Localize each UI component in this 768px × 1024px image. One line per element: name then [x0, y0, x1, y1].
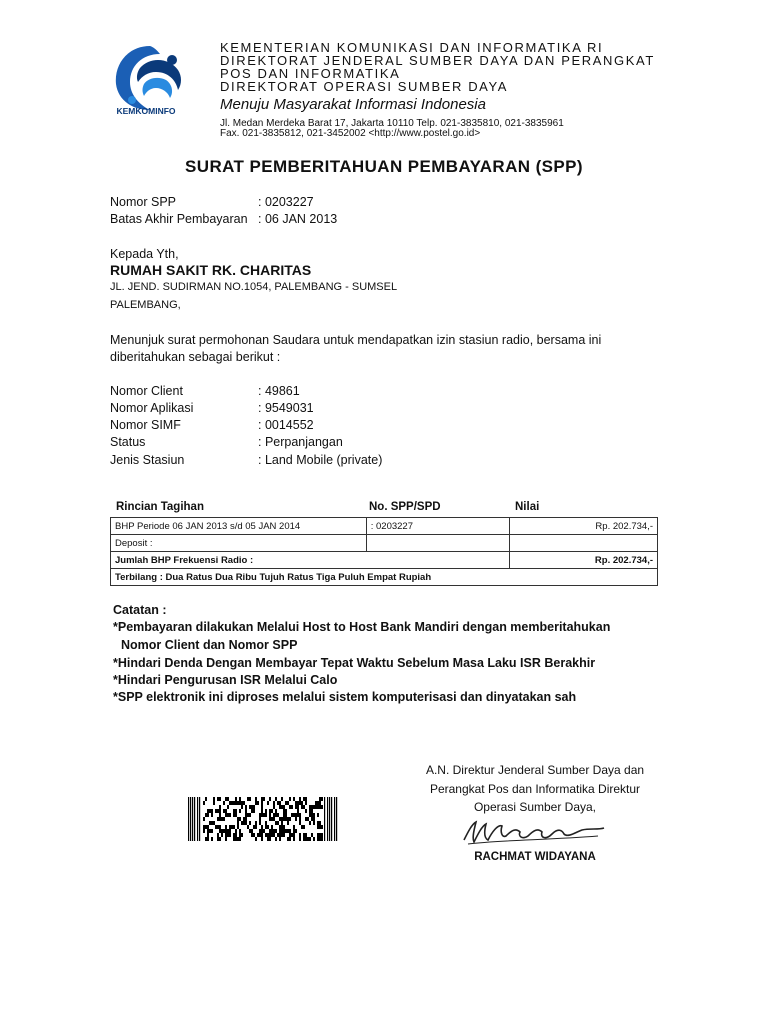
billing-table	[110, 517, 658, 586]
deposit-cell: Deposit :	[111, 535, 367, 552]
table-row	[111, 535, 658, 552]
status-label: Status	[110, 435, 146, 449]
note-item-3: *Hindari Pengurusan ISR Melalui Calo	[113, 673, 338, 687]
address-line1: Jl. Medan Merdeka Barat 17, Jakarta 10110 Telp. 021-3835810, 021-3835961	[220, 118, 564, 129]
document-title: SURAT PEMBERITAHUAN PEMBAYARAN (SPP)	[185, 157, 583, 176]
status-value: : Perpanjangan	[258, 435, 343, 449]
simf-number-label: Nomor SIMF	[110, 418, 181, 432]
total-label-cell: Jumlah BHP Frekuensi Radio :	[111, 552, 510, 569]
intro-line2: diberitahukan sebagai berikut :	[110, 350, 281, 364]
barcode-icon	[188, 797, 338, 841]
terbilang-cell: Terbilang : Dua Ratus Dua Ribu Tujuh Ratus Tiga Puluh Empat Rupiah	[111, 569, 658, 586]
application-number-label: Nomor Aplikasi	[110, 401, 194, 415]
table-row	[111, 518, 658, 535]
bhp-amount-cell: Rp. 202.734,-	[510, 518, 658, 535]
note-item-1: *Pembayaran dilakukan Melalui Host to Host Bank Mandiri dengan memberitahukan	[113, 620, 611, 634]
directorate-name: DIREKTORAT OPERASI SUMBER DAYA	[220, 79, 509, 94]
logo-text: KEMKOMINFO	[116, 106, 176, 116]
signature-scribble-icon	[458, 810, 608, 852]
notes-heading: Catatan :	[113, 603, 167, 617]
recipient-name: RUMAH SAKIT RK. CHARITAS	[110, 262, 312, 278]
bhp-period-cell: BHP Periode 06 JAN 2013 s/d 05 JAN 2014	[111, 518, 367, 535]
directorate-general-line2: POS DAN INFORMATIKA	[220, 66, 401, 81]
note-item-1-continued: Nomor Client dan Nomor SPP	[121, 638, 298, 652]
station-type-label: Jenis Stasiun	[110, 453, 185, 467]
table-row	[111, 569, 658, 586]
kemkominfo-logo	[110, 38, 190, 128]
note-item-2: *Hindari Denda Dengan Membayar Tepat Waktu Sebelum Masa Laku ISR Berakhir	[113, 656, 596, 670]
table-row	[111, 552, 658, 569]
billing-header-description: Rincian Tagihan	[116, 501, 204, 513]
billing-header-spp: No. SPP/SPD	[369, 501, 441, 513]
simf-number-value: : 0014552	[258, 418, 314, 432]
recipient-address2: PALEMBANG,	[110, 299, 181, 311]
address-line2: Fax. 021-3835812, 021-3452002 <http://www.postel.go.id>	[220, 128, 481, 139]
deposit-amount-cell	[510, 535, 658, 552]
client-number-label: Nomor Client	[110, 384, 183, 398]
deposit-spp-cell	[366, 535, 510, 552]
signature-line3: Operasi Sumber Daya,	[473, 800, 597, 814]
recipient-address1: JL. JEND. SUDIRMAN NO.1054, PALEMBANG - SUMSEL	[110, 281, 398, 293]
station-type-value: : Land Mobile (private)	[258, 453, 383, 467]
signature-line1: A.N. Direktur Jenderal Sumber Daya dan	[425, 763, 645, 777]
directorate-general-line1: DIREKTORAT JENDERAL SUMBER DAYA DAN PERANGKAT	[220, 53, 655, 68]
note-item-4: *SPP elektronik ini diproses melalui sistem komputerisasi dan dinyatakan sah	[113, 690, 577, 704]
signatory-name: RACHMAT WIDAYANA	[474, 851, 596, 863]
due-date-label: Batas Akhir Pembayaran	[110, 212, 248, 226]
signature-line2: Perangkat Pos dan Informatika Direktur	[429, 782, 641, 796]
ministry-name: KEMENTERIAN KOMUNIKASI DAN INFORMATIKA RI	[220, 40, 604, 55]
due-date-value: : 06 JAN 2013	[258, 212, 338, 226]
spp-number-value: : 0203227	[258, 195, 314, 209]
bhp-spp-cell: : 0203227	[366, 518, 510, 535]
intro-line1: Menunjuk surat permohonan Saudara untuk mendapatkan izin stasiun radio, bersama ini	[110, 333, 602, 347]
greeting: Kepada Yth,	[110, 247, 179, 261]
billing-header	[110, 500, 659, 517]
billing-header-amount: Nilai	[515, 501, 540, 513]
client-number-value: : 49861	[258, 384, 300, 398]
total-amount-cell: Rp. 202.734,-	[510, 552, 658, 569]
pdf417-barcode	[188, 797, 338, 841]
spp-number-label: Nomor SPP	[110, 195, 176, 209]
application-number-value: : 9549031	[258, 401, 314, 415]
handwritten-signature	[458, 810, 608, 852]
tagline: Menuju Masyarakat Informasi Indonesia	[220, 96, 486, 113]
